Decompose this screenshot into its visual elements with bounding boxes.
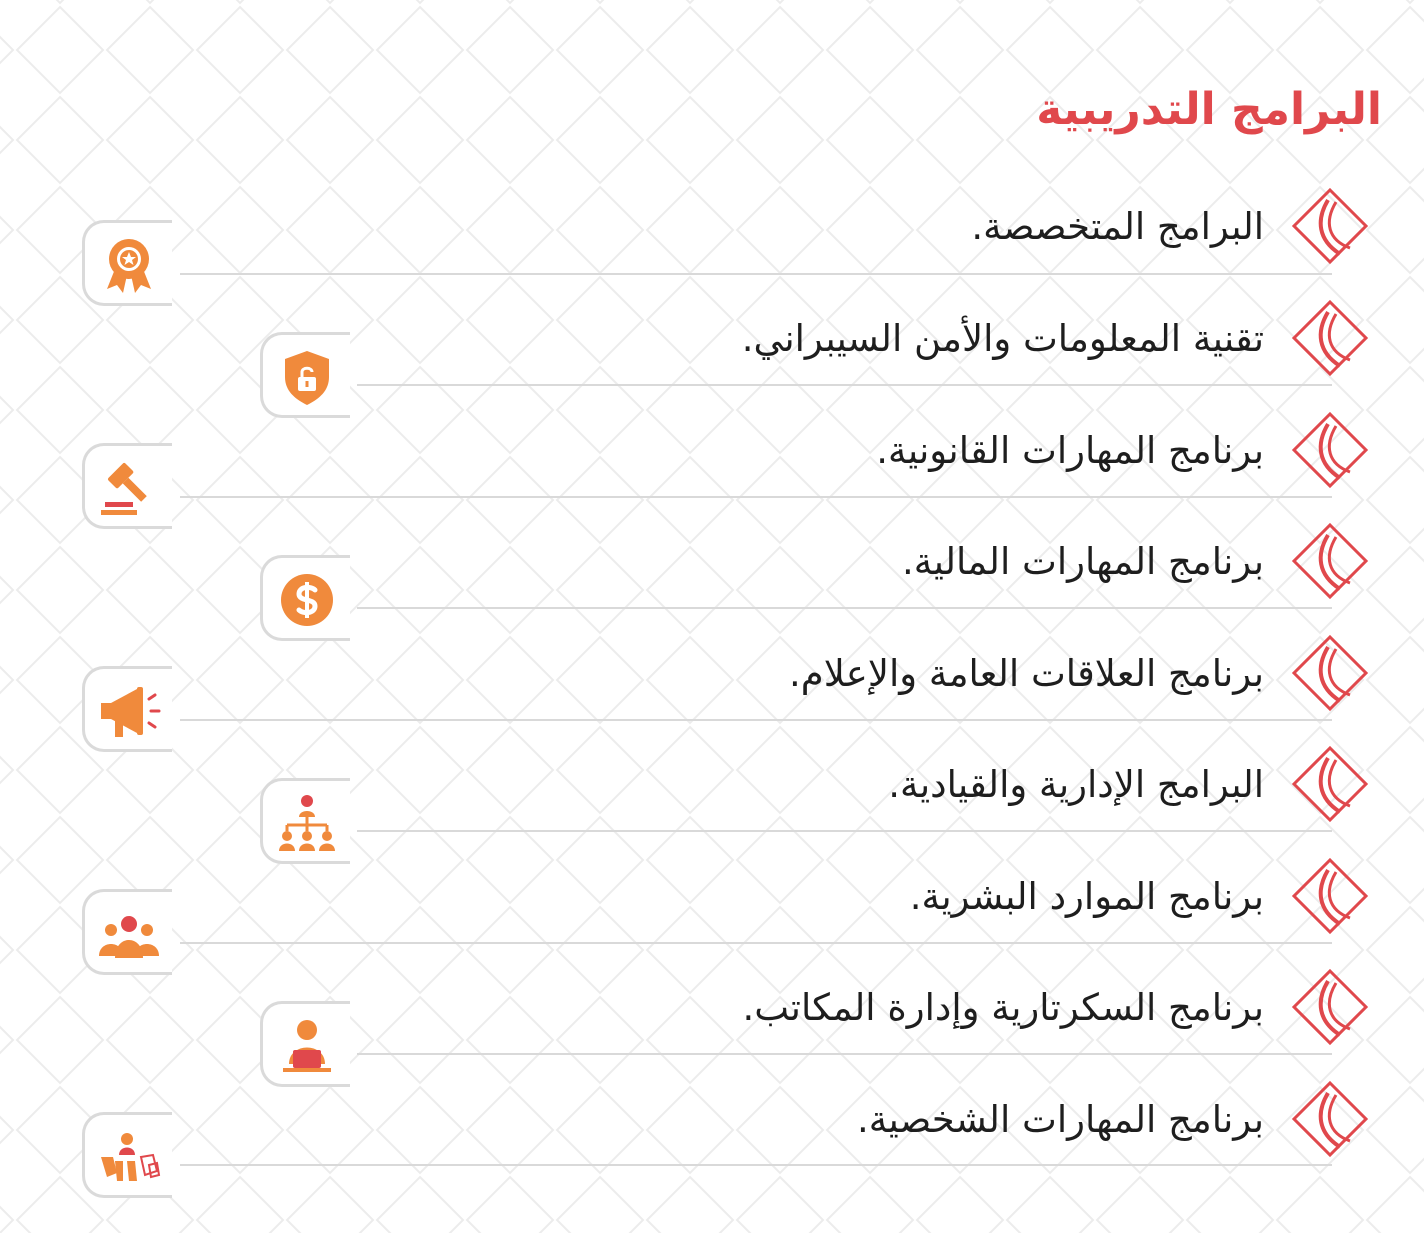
row-divider xyxy=(180,273,1332,275)
diamond-bullet-icon xyxy=(1288,184,1372,268)
dollar-coin-icon xyxy=(275,570,339,630)
laptop-user-icon xyxy=(275,1016,339,1076)
award-badge-icon xyxy=(97,235,161,295)
row-divider xyxy=(180,496,1332,498)
row-divider xyxy=(357,1053,1332,1055)
icon-badge xyxy=(82,666,172,752)
program-label: برنامج العلاقات العامة والإعلام. xyxy=(789,652,1264,695)
diamond-bullet-icon xyxy=(1288,854,1372,938)
program-label: برنامج السكرتارية وإدارة المكاتب. xyxy=(742,986,1264,1029)
icon-badge xyxy=(82,889,172,975)
icon-badge xyxy=(82,1112,172,1198)
team-icon xyxy=(97,904,161,964)
diamond-bullet-icon xyxy=(1288,519,1372,603)
icon-badge xyxy=(260,555,350,641)
diamond-bullet-icon xyxy=(1288,1077,1372,1161)
shield-lock-icon xyxy=(275,347,339,407)
program-label: برنامج المهارات المالية. xyxy=(901,540,1264,583)
row-divider xyxy=(357,384,1332,386)
megaphone-icon xyxy=(97,681,161,741)
diamond-bullet-icon xyxy=(1288,965,1372,1049)
icon-badge xyxy=(260,332,350,418)
diamond-bullet-icon xyxy=(1288,631,1372,715)
icon-badge xyxy=(82,443,172,529)
icon-badge xyxy=(260,1001,350,1087)
icon-badge xyxy=(82,220,172,306)
program-label: برنامج المهارات القانونية. xyxy=(876,429,1264,472)
program-label: برنامج الموارد البشرية. xyxy=(909,875,1264,918)
program-label: تقنية المعلومات والأمن السيبراني. xyxy=(741,317,1264,360)
page-title: البرامج التدريبية xyxy=(1036,84,1382,135)
row-divider xyxy=(180,719,1332,721)
program-label: البرامج الإدارية والقيادية. xyxy=(888,763,1264,806)
icon-badge xyxy=(260,778,350,864)
presentation-group-icon xyxy=(97,1127,161,1187)
row-divider xyxy=(180,942,1332,944)
diamond-bullet-icon xyxy=(1288,742,1372,826)
row-divider xyxy=(180,1164,1332,1166)
diamond-bullet-icon xyxy=(1288,296,1372,380)
program-label: برنامج المهارات الشخصية. xyxy=(856,1098,1264,1141)
row-divider xyxy=(357,830,1332,832)
org-chart-icon xyxy=(275,793,339,853)
row-divider xyxy=(357,607,1332,609)
program-label: البرامج المتخصصة. xyxy=(971,205,1264,248)
diamond-bullet-icon xyxy=(1288,408,1372,492)
gavel-icon xyxy=(97,458,161,518)
